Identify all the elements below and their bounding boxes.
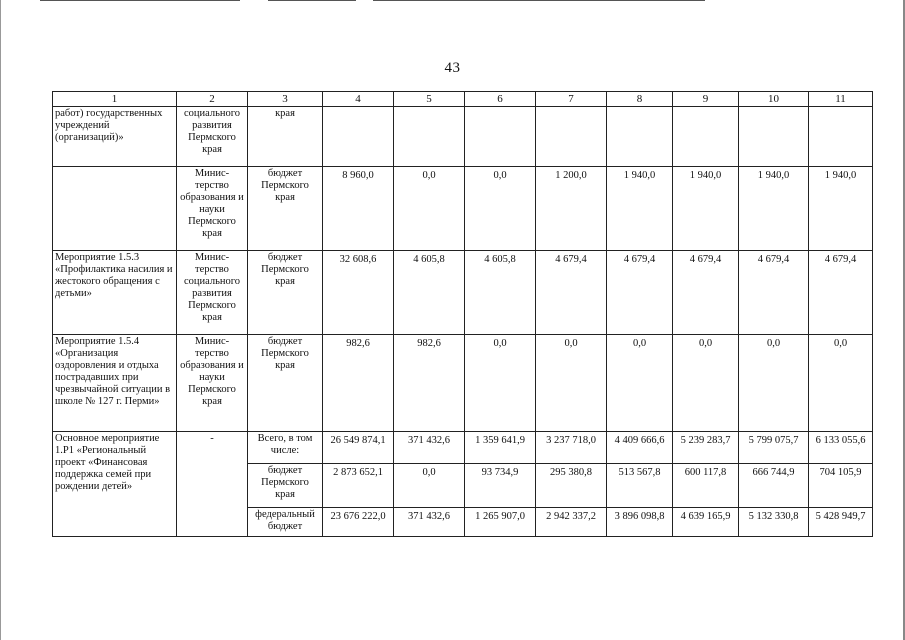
value-cell: 600 117,8 [673,464,739,508]
source-cell: бюджет Пермского края [248,464,323,508]
source-cell: края [248,107,323,167]
value-cell: 371 432,6 [394,508,465,537]
executor-cell: - [177,432,248,537]
value-cell: 1 940,0 [607,167,673,251]
value-cell: 4 679,4 [536,251,607,335]
value-cell: 0,0 [394,464,465,508]
value-cell: 4 679,4 [809,251,873,335]
table-row [53,167,873,251]
value-cell: 26 549 874,1 [323,432,394,464]
table-row [53,335,873,432]
value-cell: 4 679,4 [673,251,739,335]
value-cell: 704 105,9 [809,464,873,508]
value-cell: 23 676 222,0 [323,508,394,537]
value-cell: 0,0 [465,167,536,251]
page-number: 43 [444,60,461,76]
top-rule-middle [268,0,356,1]
value-cell: 4 639 165,9 [673,508,739,537]
value-cell: 0,0 [809,335,873,432]
value-cell: 1 265 907,0 [465,508,536,537]
value-cell: 1 200,0 [536,167,607,251]
value-cell: 0,0 [465,335,536,432]
value-cell: 982,6 [323,335,394,432]
value-cell: 0,0 [673,335,739,432]
executor-cell: социального развития Пермского края [177,107,248,167]
value-cell: 8 960,0 [323,167,394,251]
value-cell: 0,0 [536,335,607,432]
value-cell [607,107,673,167]
header-cell: 1 [53,92,177,107]
value-cell [809,107,873,167]
header-row [53,92,873,107]
value-cell: 4 409 666,6 [607,432,673,464]
page-left-edge [0,0,1,640]
value-cell: 0,0 [607,335,673,432]
value-cell: 295 380,8 [536,464,607,508]
header-cell: 7 [536,92,607,107]
value-cell: 3 896 098,8 [607,508,673,537]
executor-cell: Минис-терство образования и науки Пермского края [177,335,248,432]
header-cell: 9 [673,92,739,107]
value-cell [465,107,536,167]
value-cell: 4 605,8 [394,251,465,335]
table-row [53,251,873,335]
header-cell: 6 [465,92,536,107]
value-cell: 5 132 330,8 [739,508,809,537]
header-cell: 11 [809,92,873,107]
measure-name-cell: Мероприятие 1.5.4 «Организация оздоровления и отдыха пострадавших при чрезвычайной ситуации в школе № 127 г. Перми» [53,335,177,432]
value-cell [536,107,607,167]
header-cell: 5 [394,92,465,107]
value-cell: 1 940,0 [673,167,739,251]
table-row [53,107,873,167]
header-cell: 2 [177,92,248,107]
source-cell: бюджет Пермского края [248,251,323,335]
value-cell: 982,6 [394,335,465,432]
executor-cell: Минис-терство социального развития Пермского края [177,251,248,335]
measure-name-cell: работ) государственных учреждений (организаций)» [53,107,177,167]
value-cell: 2 873 652,1 [323,464,394,508]
top-rule-right [373,0,705,1]
value-cell: 6 133 055,6 [809,432,873,464]
measure-name-cell: Мероприятие 1.5.3 «Профилактика насилия и жестокого обращения с детьми» [53,251,177,335]
value-cell: 666 744,9 [739,464,809,508]
value-cell: 1 940,0 [739,167,809,251]
source-cell: бюджет Пермского края [248,167,323,251]
value-cell [673,107,739,167]
value-cell [323,107,394,167]
value-cell [394,107,465,167]
measure-name-cell: Основное мероприятие 1.Р1 «Региональный проект «Финансовая поддержка семей при рождении детей» [53,432,177,537]
source-cell: бюджет Пермского края [248,335,323,432]
value-cell: 371 432,6 [394,432,465,464]
value-cell: 32 608,6 [323,251,394,335]
value-cell: 1 359 641,9 [465,432,536,464]
value-cell: 4 679,4 [607,251,673,335]
table-row [53,432,873,464]
value-cell: 3 237 718,0 [536,432,607,464]
value-cell: 5 799 075,7 [739,432,809,464]
source-cell: Всего, в том числе: [248,432,323,464]
value-cell: 93 734,9 [465,464,536,508]
source-cell: федеральный бюджет [248,508,323,537]
value-cell: 5 239 283,7 [673,432,739,464]
value-cell: 513 567,8 [607,464,673,508]
value-cell: 0,0 [739,335,809,432]
budget-table [52,91,873,537]
value-cell: 5 428 949,7 [809,508,873,537]
measure-name-cell [53,167,177,251]
executor-cell: Минис-терство образования и науки Пермского края [177,167,248,251]
value-cell: 1 940,0 [809,167,873,251]
top-rule-left [40,0,240,1]
header-cell: 3 [248,92,323,107]
value-cell: 4 679,4 [739,251,809,335]
value-cell: 4 605,8 [465,251,536,335]
value-cell: 2 942 337,2 [536,508,607,537]
header-cell: 8 [607,92,673,107]
header-cell: 10 [739,92,809,107]
value-cell [739,107,809,167]
value-cell: 0,0 [394,167,465,251]
header-cell: 4 [323,92,394,107]
